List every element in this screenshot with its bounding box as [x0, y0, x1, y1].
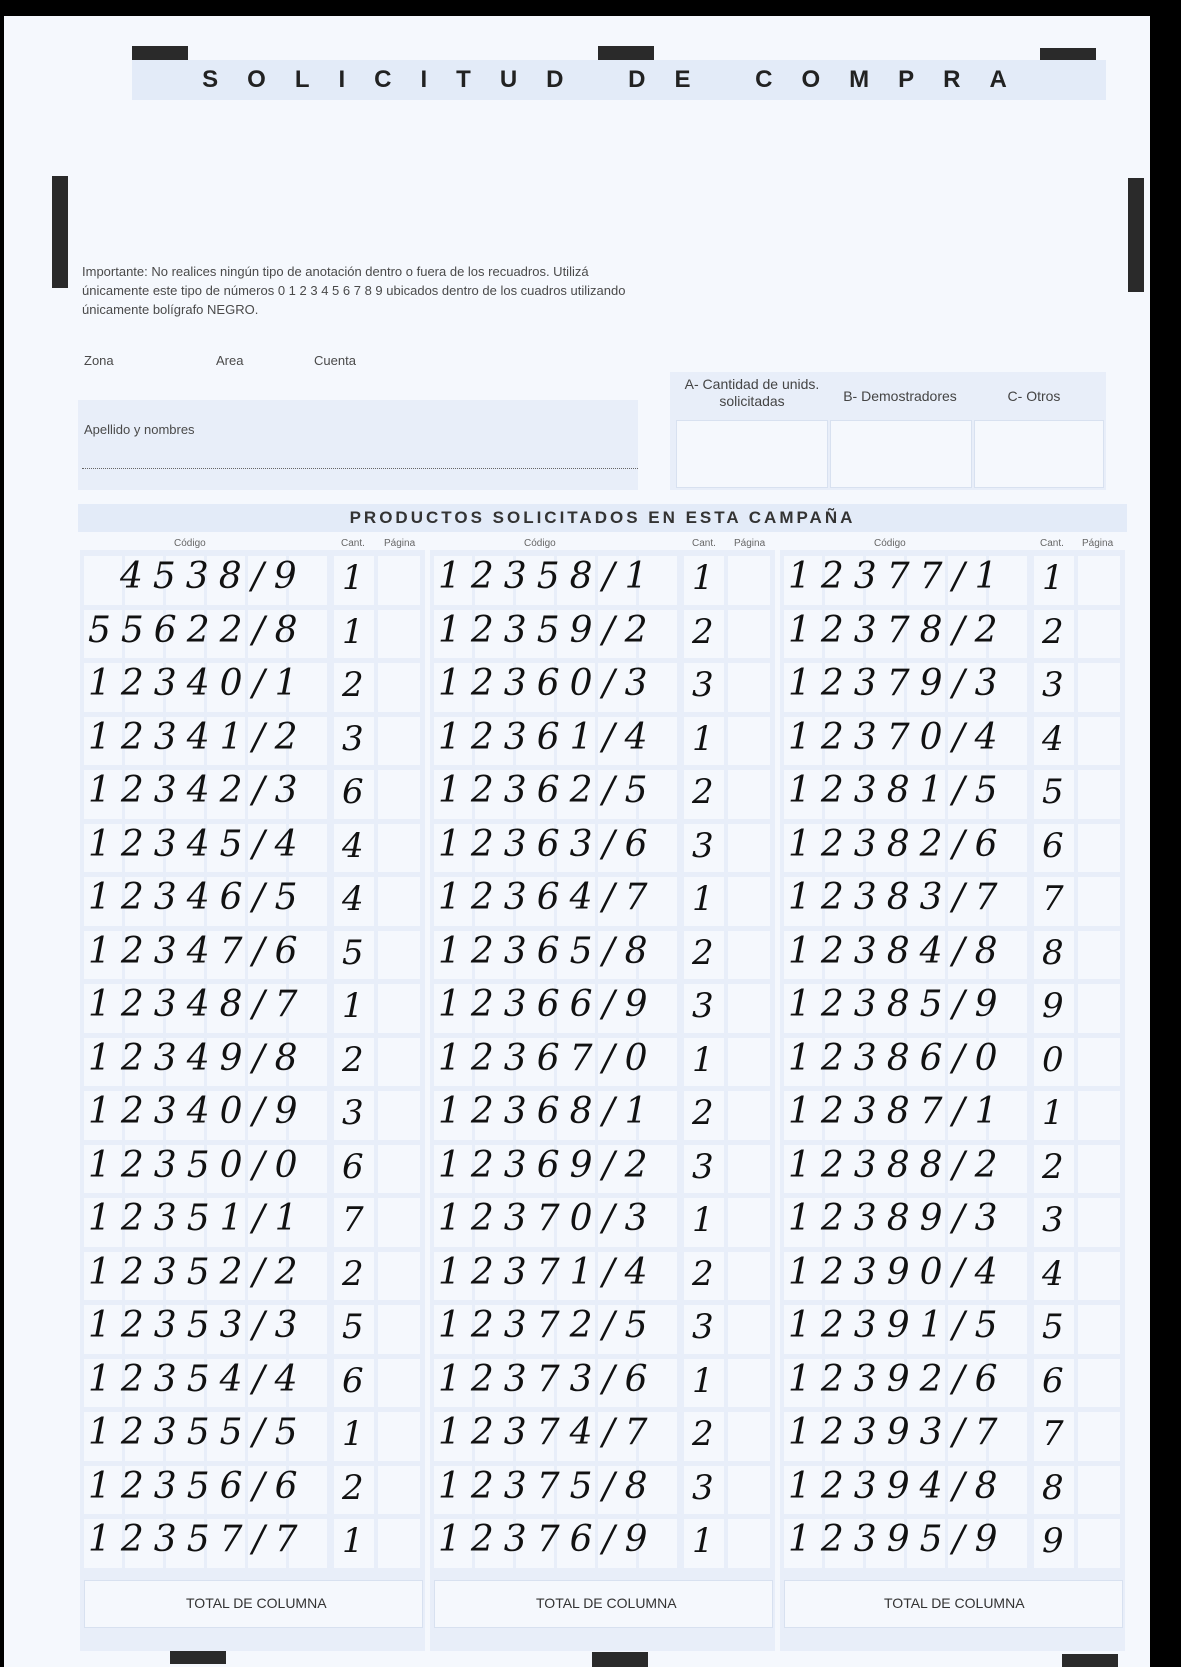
product-code: 12355/5	[88, 1412, 308, 1453]
product-code: 12361/4	[438, 716, 658, 758]
code-digit-box[interactable]	[84, 556, 122, 605]
product-code: 12352/2	[88, 1251, 308, 1293]
product-code: 12360/3	[438, 663, 658, 704]
cantidad-header: A- Cantidad de unids. solicitadas	[684, 376, 820, 409]
product-code: 12379/3	[788, 663, 1008, 704]
product-code: 55622/8	[88, 609, 308, 651]
product-code: 12375/8	[438, 1465, 658, 1507]
product-quantity: 3	[692, 1467, 714, 1508]
page-box[interactable]	[1078, 1359, 1120, 1408]
product-quantity: 2	[692, 1093, 714, 1133]
product-quantity: 6	[1042, 1360, 1064, 1401]
page-box[interactable]	[378, 770, 420, 819]
cantidad-cell[interactable]	[676, 420, 828, 488]
product-quantity: 9	[1042, 1521, 1064, 1561]
zona-label: Zona	[84, 353, 114, 368]
demostradores-header: B- Demostradores	[843, 388, 957, 404]
product-quantity: 1	[1042, 558, 1064, 598]
product-code: 12369/2	[438, 1144, 658, 1186]
product-code: 12351/1	[88, 1198, 308, 1239]
product-quantity: 0	[1042, 1039, 1064, 1080]
product-code: 12362/5	[438, 770, 658, 811]
product-code: 12349/8	[88, 1037, 308, 1079]
product-code: 12378/2	[788, 609, 1008, 651]
page-box[interactable]	[728, 556, 770, 605]
cuenta-label: Cuenta	[314, 353, 356, 368]
product-code: 12363/6	[438, 823, 658, 865]
product-code: 12342/3	[88, 770, 308, 811]
page-box[interactable]	[378, 610, 420, 659]
page-box[interactable]	[378, 663, 420, 712]
product-code: 12394/8	[788, 1465, 1008, 1507]
column-total-label: TOTAL DE COLUMNA	[536, 1595, 677, 1611]
page-box[interactable]	[378, 931, 420, 980]
product-quantity: 8	[1042, 932, 1064, 973]
page-box[interactable]	[1078, 1466, 1120, 1515]
page-box[interactable]	[1078, 1305, 1120, 1354]
product-code: 12368/1	[438, 1091, 658, 1132]
registration-mark-bottom-right	[1062, 1654, 1118, 1667]
product-quantity: 1	[692, 718, 714, 759]
product-quantity: 2	[1042, 1146, 1064, 1187]
product-quantity: 7	[342, 1200, 364, 1240]
codigo-header: Código	[174, 538, 206, 549]
product-code: 12340/1	[88, 663, 308, 704]
page-box[interactable]	[378, 824, 420, 873]
product-code: 12365/8	[438, 930, 658, 972]
product-code: 12390/4	[788, 1251, 1008, 1293]
cant-header: Cant.	[1040, 538, 1064, 549]
page-box[interactable]	[728, 770, 770, 819]
cant-header: Cant.	[341, 538, 365, 549]
product-code: 12395/9	[788, 1519, 1008, 1560]
page-box[interactable]	[378, 877, 420, 926]
product-code: 12364/7	[438, 877, 658, 918]
product-code: 12346/5	[88, 877, 308, 918]
page-box[interactable]	[1078, 1412, 1120, 1461]
product-quantity: 8	[1042, 1467, 1064, 1508]
registration-mark-right	[1128, 178, 1144, 292]
product-code: 12340/9	[88, 1091, 308, 1132]
product-quantity: 4	[1042, 718, 1064, 759]
page-box[interactable]	[1078, 1038, 1120, 1087]
product-code: 12350/0	[88, 1144, 308, 1186]
product-quantity: 5	[342, 932, 364, 973]
product-quantity: 1	[342, 558, 364, 598]
product-code: 12391/5	[788, 1305, 1008, 1346]
product-quantity: 3	[692, 986, 714, 1026]
page-box[interactable]	[728, 1145, 770, 1194]
page-box[interactable]	[728, 1198, 770, 1247]
column-total-label: TOTAL DE COLUMNA	[884, 1595, 1025, 1611]
product-code: 12371/4	[438, 1251, 658, 1293]
product-code: 12389/3	[788, 1198, 1008, 1239]
product-quantity: 3	[692, 1146, 714, 1187]
product-code: 12370/4	[788, 716, 1008, 758]
page-box[interactable]	[728, 1519, 770, 1568]
products-title: PRODUCTOS SOLICITADOS EN ESTA CAMPAÑA	[349, 508, 856, 527]
page-box[interactable]	[378, 1252, 420, 1301]
registration-mark-left	[52, 176, 68, 288]
product-quantity: 2	[342, 1467, 364, 1508]
product-code: 12381/5	[788, 770, 1008, 811]
otros-cell[interactable]	[974, 420, 1104, 488]
pagina-header: Página	[384, 538, 416, 549]
column-total-label: TOTAL DE COLUMNA	[186, 1595, 327, 1611]
page-box[interactable]	[1078, 877, 1120, 926]
product-code: 12384/8	[788, 930, 1008, 972]
product-code: 12393/7	[788, 1412, 1008, 1453]
product-quantity: 3	[1042, 665, 1064, 705]
product-code: 12370/3	[438, 1198, 658, 1239]
product-quantity: 1	[342, 1414, 364, 1454]
product-code: 12377/1	[788, 556, 1008, 597]
product-code: 12348/7	[88, 984, 308, 1025]
product-code: 12356/6	[88, 1465, 308, 1507]
product-code: 12345/4	[88, 823, 308, 865]
product-code: 4538/9	[120, 556, 307, 597]
product-quantity: 5	[1042, 1307, 1064, 1347]
product-code: 12367/0	[438, 1037, 658, 1079]
product-quantity: 1	[692, 1200, 714, 1240]
product-quantity: 1	[342, 611, 364, 652]
product-code: 12382/6	[788, 823, 1008, 865]
page-box[interactable]	[728, 1252, 770, 1301]
name-field-box[interactable]	[78, 400, 638, 490]
product-quantity: 7	[1042, 879, 1064, 919]
product-quantity: 2	[342, 1039, 364, 1080]
product-quantity: 2	[342, 1253, 364, 1294]
product-quantity: 6	[1042, 825, 1064, 866]
page-box[interactable]	[378, 1198, 420, 1247]
product-quantity: 5	[1042, 772, 1064, 812]
page-box[interactable]	[1078, 1198, 1120, 1247]
product-code: 12366/9	[438, 984, 658, 1025]
product-quantity: 6	[342, 1360, 364, 1401]
product-quantity: 1	[692, 1039, 714, 1080]
product-quantity: 2	[692, 932, 714, 973]
cant-header: Cant.	[692, 538, 716, 549]
page-box[interactable]	[728, 663, 770, 712]
product-quantity: 5	[342, 1307, 364, 1347]
page-box[interactable]	[728, 984, 770, 1033]
page-box[interactable]	[1078, 984, 1120, 1033]
page-box[interactable]	[378, 1359, 420, 1408]
page-box[interactable]	[728, 610, 770, 659]
page-box[interactable]	[728, 1091, 770, 1140]
page-box[interactable]	[378, 1038, 420, 1087]
product-code: 12374/7	[438, 1412, 658, 1453]
page-box[interactable]	[1078, 717, 1120, 766]
page-box[interactable]	[378, 1412, 420, 1461]
page-box[interactable]	[1078, 824, 1120, 873]
product-code: 12359/2	[438, 609, 658, 651]
page-box[interactable]	[728, 1038, 770, 1087]
name-dotted-line	[82, 468, 638, 469]
product-quantity: 1	[342, 1521, 364, 1561]
product-code: 12353/3	[88, 1305, 308, 1346]
product-quantity: 3	[342, 1093, 364, 1133]
page-box[interactable]	[728, 1412, 770, 1461]
otros-header: C- Otros	[1007, 388, 1061, 404]
product-quantity: 2	[692, 1414, 714, 1454]
page-box[interactable]	[378, 1466, 420, 1515]
product-code: 12387/1	[788, 1091, 1008, 1132]
pagina-header: Página	[734, 538, 766, 549]
demostradores-cell[interactable]	[830, 420, 972, 488]
product-code: 12354/4	[88, 1358, 308, 1400]
product-quantity: 1	[1042, 1093, 1064, 1133]
page-box[interactable]	[378, 1091, 420, 1140]
product-quantity: 3	[692, 1307, 714, 1347]
product-quantity: 4	[342, 825, 364, 866]
instructions-note: Importante: No realices ningún tipo de anotación dentro o fuera de los recuadros. Utilizá únicamente este tipo de números 0 1 2 3 4 5 6 7 8 9 ubicados dentro de los cuadros utilizando únicamente bolígrafo NEGRO.	[82, 264, 626, 317]
product-quantity: 1	[692, 1360, 714, 1401]
codigo-header: Código	[874, 538, 906, 549]
product-code: 12372/5	[438, 1305, 658, 1346]
product-quantity: 3	[342, 718, 364, 759]
page-box[interactable]	[378, 717, 420, 766]
product-code: 12388/2	[788, 1144, 1008, 1186]
product-quantity: 1	[692, 879, 714, 919]
form-title: SOLICITUD DE COMPRA	[202, 66, 1036, 93]
registration-mark-bottom-center	[592, 1652, 648, 1667]
product-code: 12392/6	[788, 1358, 1008, 1400]
product-quantity: 2	[692, 772, 714, 812]
page-box[interactable]	[1078, 770, 1120, 819]
product-code: 12385/9	[788, 984, 1008, 1025]
product-quantity: 1	[342, 986, 364, 1026]
page-box[interactable]	[728, 1359, 770, 1408]
page-box[interactable]	[728, 931, 770, 980]
page-box[interactable]	[728, 1305, 770, 1354]
product-code: 12386/0	[788, 1037, 1008, 1079]
product-quantity: 3	[692, 665, 714, 705]
product-quantity: 3	[1042, 1200, 1064, 1240]
pagina-header: Página	[1082, 538, 1114, 549]
page-box[interactable]	[378, 556, 420, 605]
page-box[interactable]	[1078, 1252, 1120, 1301]
page-box[interactable]	[728, 877, 770, 926]
page-box[interactable]	[1078, 610, 1120, 659]
product-code: 12341/2	[88, 716, 308, 758]
product-quantity: 9	[1042, 986, 1064, 1026]
product-quantity: 3	[692, 825, 714, 866]
product-quantity: 6	[342, 1146, 364, 1187]
product-code: 12383/7	[788, 877, 1008, 918]
product-quantity: 6	[342, 772, 364, 812]
page-box[interactable]	[378, 1145, 420, 1194]
product-code: 12358/1	[438, 556, 658, 597]
page-box[interactable]	[728, 824, 770, 873]
page-box[interactable]	[1078, 931, 1120, 980]
page-box[interactable]	[728, 717, 770, 766]
page-box[interactable]	[1078, 1091, 1120, 1140]
product-quantity: 2	[692, 611, 714, 652]
product-quantity: 2	[342, 665, 364, 705]
page-box[interactable]	[1078, 1519, 1120, 1568]
page-box[interactable]	[378, 1305, 420, 1354]
codigo-header: Código	[524, 538, 556, 549]
product-quantity: 4	[342, 879, 364, 919]
page-box[interactable]	[1078, 556, 1120, 605]
product-quantity: 1	[692, 1521, 714, 1561]
page-box[interactable]	[1078, 663, 1120, 712]
area-label: Area	[216, 353, 244, 368]
page-box[interactable]	[378, 1519, 420, 1568]
page-box[interactable]	[1078, 1145, 1120, 1194]
product-code: 12373/6	[438, 1358, 658, 1400]
page-box[interactable]	[728, 1466, 770, 1515]
product-quantity: 1	[692, 558, 714, 598]
product-quantity: 7	[1042, 1414, 1064, 1454]
apellido-label: Apellido y nombres	[84, 422, 195, 437]
product-code: 12357/7	[88, 1519, 308, 1560]
product-code: 12347/6	[88, 930, 308, 972]
page-box[interactable]	[378, 984, 420, 1033]
product-quantity: 4	[1042, 1253, 1064, 1294]
product-quantity: 2	[1042, 611, 1064, 652]
product-code: 12376/9	[438, 1519, 658, 1560]
product-quantity: 2	[692, 1253, 714, 1294]
